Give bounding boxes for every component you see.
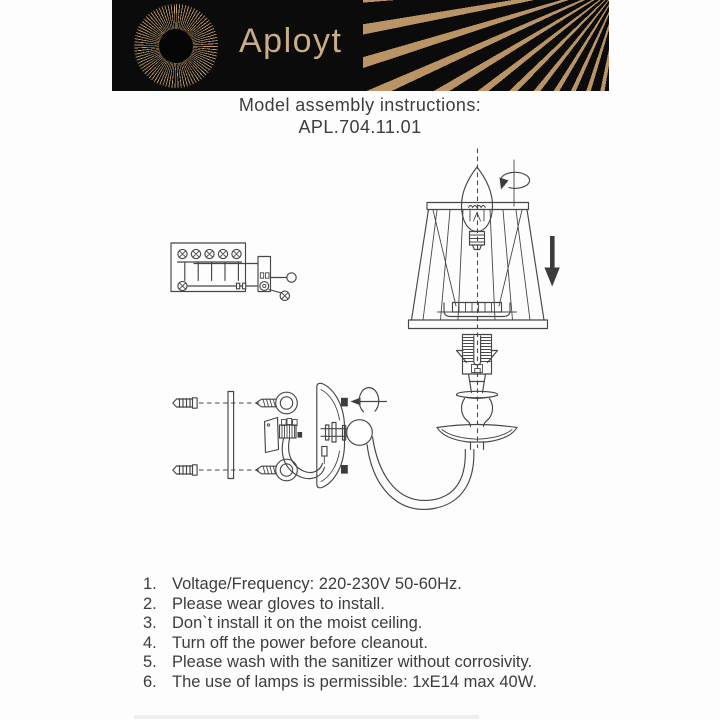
brand-wordmark: Aployt: [239, 22, 343, 60]
item-number: 6.: [143, 672, 157, 691]
item-text: Don`t install it on the moist ceiling.: [172, 614, 423, 633]
item-text: Voltage/Frequency: 220-230V 50-60Hz.: [172, 575, 462, 593]
list-item: [143, 673, 537, 693]
ball-joint: [347, 420, 373, 446]
item-number: 5.: [143, 653, 157, 672]
page-edge-shadow: [134, 715, 479, 719]
list-item: [143, 575, 537, 595]
list-item: [143, 634, 537, 654]
wiring-terminal-icon: [171, 243, 296, 300]
list-item: [143, 653, 537, 673]
mounting-screw: [256, 459, 297, 481]
instructions-list: [143, 575, 537, 693]
rotate-arrow-icon: [500, 160, 530, 206]
down-arrow-icon: [544, 236, 559, 287]
model-code: APL.704.11.01: [298, 117, 422, 137]
alignment-dashed-lines: [199, 403, 259, 470]
wall-anchor: [173, 465, 197, 475]
mounting-screw: [256, 392, 297, 414]
mount-hole-marker: [341, 398, 348, 407]
item-number: 2.: [143, 594, 157, 613]
wall-anchor: [173, 398, 197, 408]
list-item: [143, 595, 537, 615]
list-item: [143, 614, 537, 634]
item-number: 3.: [143, 614, 157, 633]
item-text: Please wear gloves to install.: [172, 594, 385, 613]
item-text: Turn off the power before cleanout.: [172, 633, 428, 652]
lamp-symbol-icon: [287, 273, 296, 282]
mount-hole-marker: [341, 465, 348, 474]
item-number: 1.: [143, 575, 157, 593]
item-number: 4.: [143, 633, 157, 652]
wall-plate: [317, 383, 373, 488]
mounting-bar: [228, 392, 234, 479]
rotate-arrow-icon: [351, 388, 387, 412]
item-text: Please wash with the sanitizer without corrosivity.: [172, 653, 533, 672]
item-text: The use of lamps is permissible: 1xE14 max 40W.: [172, 672, 537, 691]
sconce-arm: [367, 437, 474, 509]
page-title: Model assembly instructions:: [238, 95, 482, 115]
